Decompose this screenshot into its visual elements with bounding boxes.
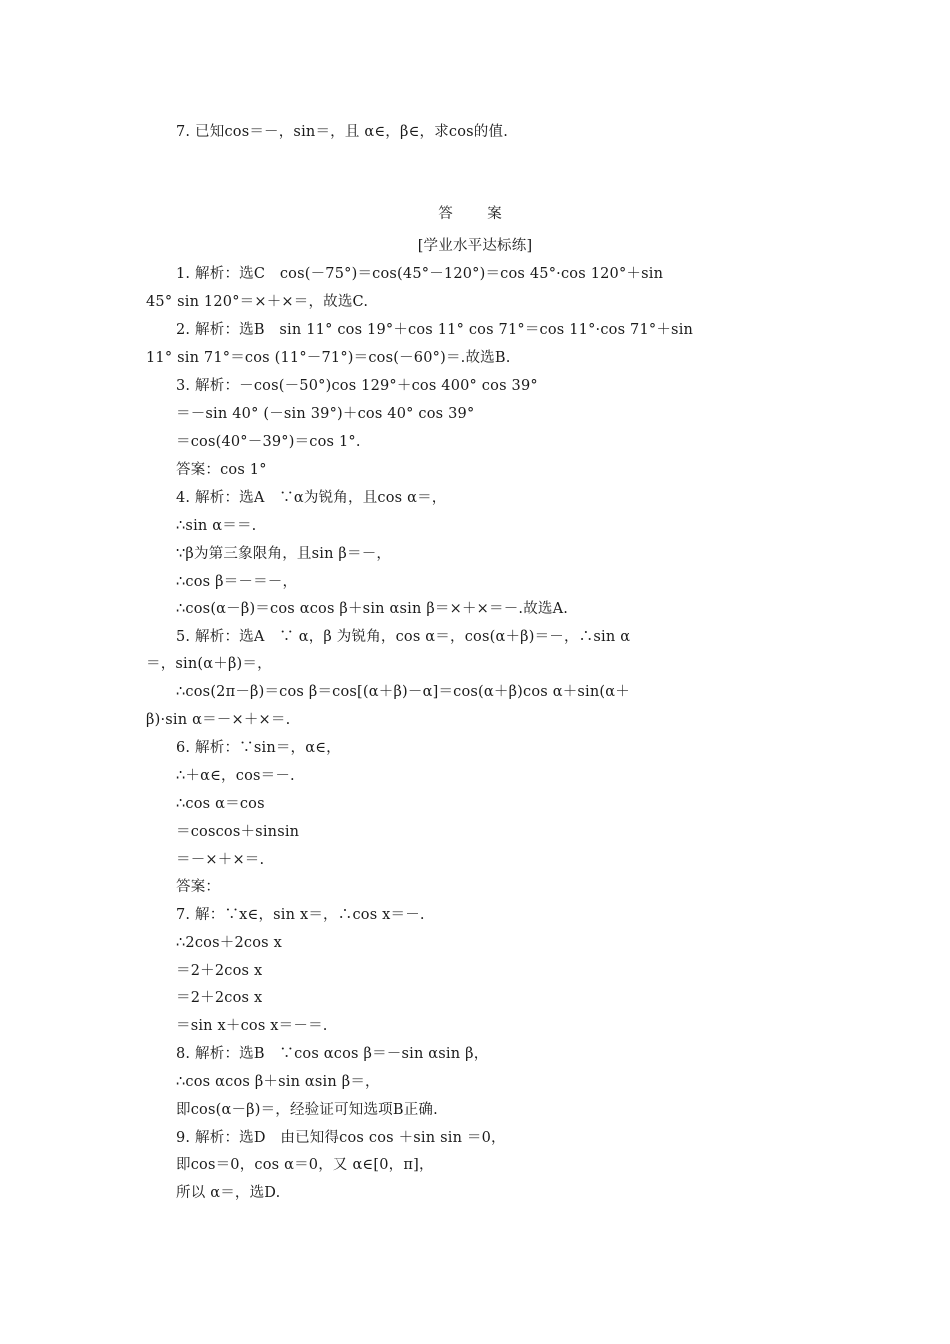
answer-line: 答案：cos 1° <box>176 462 267 478</box>
answer-line: ∴cos(α－β)＝cos αcos β＋sin αsin β＝×＋×＝－.故选A. <box>176 601 569 617</box>
answer-line: ＝sin x＋cos x＝－＝. <box>176 1018 328 1034</box>
answer-line: ＝，sin(α＋β)＝， <box>146 656 272 672</box>
answer-line: 11° sin 71°＝cos (11°－71°)＝cos(－60°)＝.故选B. <box>146 350 511 366</box>
answer-line: 7. 解：∵x∈，sin x＝，∴cos x＝－. <box>176 907 425 923</box>
answer-line: ∴2cos＋2cos x <box>176 935 282 951</box>
answer-line: 9. 解析：选D 由已知得cos cos ＋sin sin ＝0， <box>176 1130 506 1146</box>
answer-line: 即cos(α－β)＝，经验证可知选项B正确. <box>176 1102 438 1118</box>
answer-line: 所以 α＝，选D. <box>176 1185 281 1201</box>
answer-line: 3. 解析：－cos(－50°)cos 129°＋cos 400° cos 39° <box>176 378 538 394</box>
answer-title: 答 案 <box>438 206 512 222</box>
answer-line: ∴sin α＝＝. <box>176 518 257 534</box>
answer-line: 1. 解析：选C cos(－75°)＝cos(45°－120°)＝cos 45°·cos 120°＋sin <box>176 266 664 282</box>
answer-line: ∴cos αcos β＋sin αsin β＝， <box>176 1074 380 1090</box>
question-7: 7. 已知cos＝－，sin＝，且 α∈，β∈，求cos的值. <box>176 124 509 140</box>
section-title: [学业水平达标练] <box>417 238 533 254</box>
answer-line: ＝－sin 40° (－sin 39°)＋cos 40° cos 39° <box>176 406 475 422</box>
answer-line: 答案： <box>176 879 221 895</box>
answer-line: 5. 解析：选A ∵ α，β 为锐角，cos α＝，cos(α＋β)＝－，∴sin α <box>176 629 631 645</box>
answer-line: ∴cos α＝cos <box>176 796 265 812</box>
answer-line: 8. 解析：选B ∵cos αcos β＝－sin αsin β， <box>176 1046 489 1062</box>
answer-line: 2. 解析：选B sin 11° cos 19°＋cos 11° cos 71°＝cos 11°·cos 71°＋sin <box>176 322 694 338</box>
answer-line: ∵β为第三象限角，且sin β＝－， <box>176 546 392 562</box>
answer-line: ∴cos(2π－β)＝cos β＝cos[(α＋β)－α]＝cos(α＋β)cos α＋sin(α＋ <box>176 684 630 700</box>
answer-line: ＝2＋2cos x <box>176 963 263 979</box>
answer-line: ＝－×＋×＝. <box>176 852 265 868</box>
answer-line: 即cos＝0，cos α＝0，又 α∈[0，π]， <box>176 1157 434 1173</box>
answer-line: β)·sin α＝－×＋×＝. <box>146 712 291 728</box>
answer-line: ∴＋α∈，cos＝－. <box>176 768 295 784</box>
answer-line: ∴cos β＝－＝－， <box>176 574 298 590</box>
answer-line: ＝coscos＋sinsin <box>176 824 300 840</box>
answer-line: 6. 解析：∵sin＝，α∈， <box>176 740 341 756</box>
answer-line: 45° sin 120°＝×＋×＝，故选C. <box>146 294 369 310</box>
answer-line: ＝2＋2cos x <box>176 990 263 1006</box>
answer-line: 4. 解析：选A ∵α为锐角，且cos α＝， <box>176 490 447 506</box>
answer-line: ＝cos(40°－39°)＝cos 1°. <box>176 434 361 450</box>
